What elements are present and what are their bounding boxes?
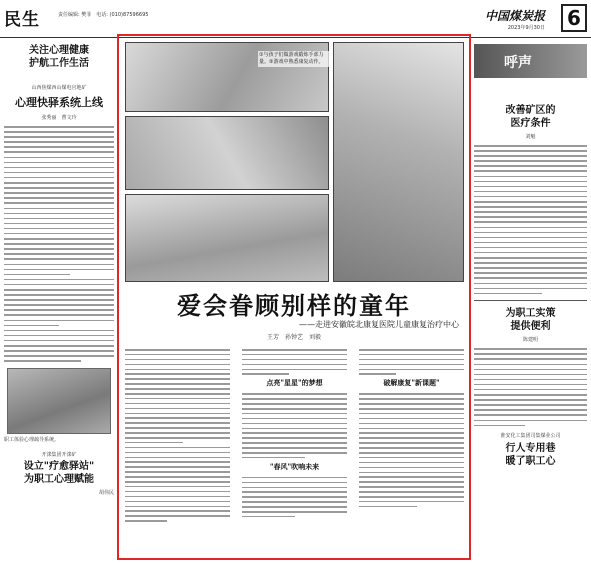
page-header [0,0,591,38]
page-number: 6 [561,4,587,32]
feature-body-col-2 [242,344,347,521]
feature-photo-climbing-wall [333,42,464,282]
right-article3-title: 行人专用巷 暖了职工心 [505,443,556,468]
left-topic-headline: 关注心理健康 护航工作生活 [29,45,89,69]
left-article-byline: 张秀丽 曹文玲 [41,115,77,121]
opinion-banner: 呼声 [474,44,587,78]
feature-subheading-2: "春风"吹响未来 [269,461,320,471]
newspaper-masthead: 中国煤炭报 [484,9,545,23]
left-article2-kicker: 开滦集团开滦矿 [41,451,77,458]
right-article3-kicker: 淮安化工集团司集煤业公司 [500,433,561,440]
feature-body-col-3 [359,344,464,511]
left-column [4,44,114,560]
issue-date: 2023年9月30日 [507,25,545,31]
feature-photo-group-activity [125,194,329,282]
feature-photo-2 [125,116,329,190]
left-article-photo [7,368,111,434]
feature-subheading-1: 点亮"星星"的梦想 [266,378,323,388]
section-title: 民生 [4,10,40,30]
feature-subheading-3: 破解康复"新课题" [383,378,440,388]
left-article-kicker: 山西焦煤西山煤电官地矿 [31,85,87,91]
right-article2-author: 陈建明 [522,337,538,344]
right-column [474,44,587,560]
editor-info: 责任编辑: 樊菲 电话: (010)87596695 [58,12,149,18]
right-article2-title: 为职工实策 提供便利 [505,308,556,333]
right-article2-body [474,348,587,426]
left-article2-byline: 胡伟民 [98,489,114,496]
photo-caption-1: ①与孩子们做游戏锻炼手部力量。②游戏中熟悉康复动作。 [258,51,332,67]
feature-subtitle: ——走进安徽皖北康复医院儿童康复治疗中心 [299,320,459,329]
feature-byline: 王芳 孙钟艺 刘毅 [266,334,321,341]
left-article2-title: 设立"疗愈驿站" 为职工心理赋能 [23,460,95,485]
right-article-author: 刘魁 [525,134,536,140]
feature-body-col-1 [125,344,230,525]
left-article-body [4,126,114,362]
right-article-body [474,145,587,294]
feature-article-highlight [117,34,471,560]
left-article-title: 心理快驿系统上线 [15,96,103,109]
feature-headline: 爱会眷顾别样的童年 [177,291,411,320]
feature-photo-1 [125,42,329,112]
left-photo-caption: 职工体验心理疏导系统。 [4,436,60,443]
right-article-title: 改善矿区的 医疗条件 [505,105,556,129]
divider [474,300,587,301]
